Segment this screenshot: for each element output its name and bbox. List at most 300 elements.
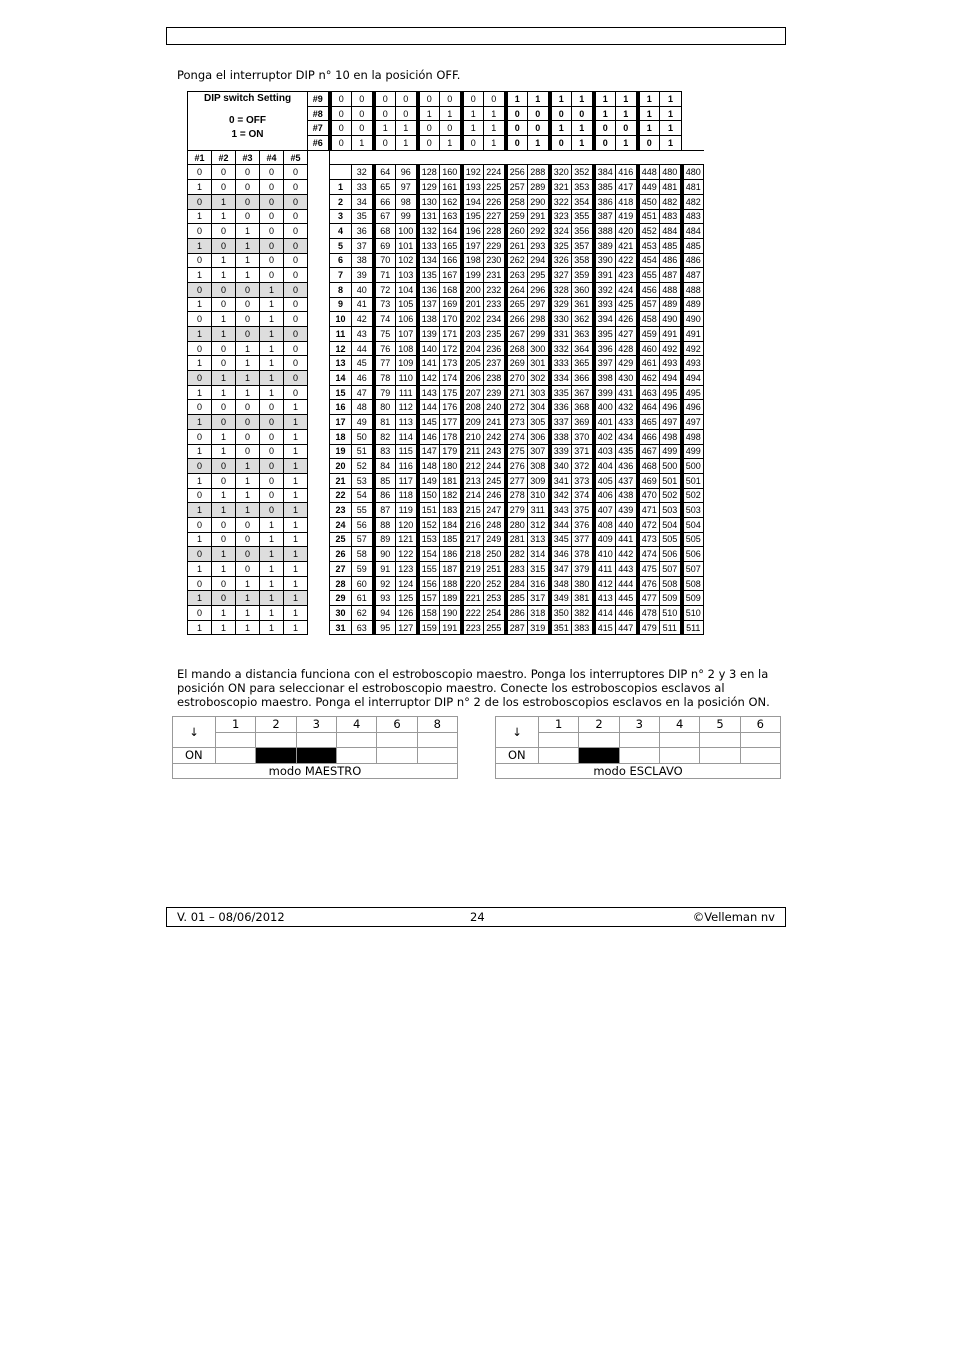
switch-value: 1 (660, 136, 682, 151)
address-value: 31 (330, 620, 352, 635)
gap-cell (308, 253, 330, 268)
address-value: 290 (528, 194, 550, 209)
address-value: 185 (440, 532, 462, 547)
address-value: 159 (418, 620, 440, 635)
bit-value: 1 (260, 547, 284, 562)
address-value: 370 (572, 429, 594, 444)
address-value: 292 (528, 224, 550, 239)
bit-value: 1 (188, 209, 212, 224)
address-value: 88 (374, 517, 396, 532)
bit-value: 1 (260, 620, 284, 635)
address-value: 235 (484, 327, 506, 342)
address-value: 455 (638, 268, 660, 283)
address-value: 82 (374, 429, 396, 444)
bit-value: 1 (284, 576, 308, 591)
address-value: 398 (594, 371, 616, 386)
address-value: 251 (484, 562, 506, 577)
address-value: 63 (352, 620, 374, 635)
address-value: 133 (418, 238, 440, 253)
bit-value: 1 (188, 238, 212, 253)
bit-value: 1 (236, 488, 260, 503)
address-value: 240 (484, 400, 506, 415)
address-row (188, 444, 704, 459)
bit-value: 0 (260, 400, 284, 415)
bit-value: 0 (260, 415, 284, 430)
address-value: 18 (330, 429, 352, 444)
address-value: 161 (440, 180, 462, 195)
address-value: 410 (594, 547, 616, 562)
address-value: 299 (528, 327, 550, 342)
switch-value: 1 (638, 106, 660, 121)
address-value: 500 (660, 459, 682, 474)
address-value: 505 (660, 532, 682, 547)
switch-number: 3 (619, 717, 659, 733)
address-value: 486 (682, 253, 704, 268)
switch-on-cell (579, 748, 619, 764)
address-value: 329 (550, 297, 572, 312)
address-value: 4 (330, 224, 352, 239)
address-row (188, 503, 704, 518)
address-row (188, 547, 704, 562)
switch-value: 1 (484, 106, 506, 121)
address-value: 223 (462, 620, 484, 635)
address-value: 187 (440, 562, 462, 577)
address-value: 481 (660, 180, 682, 195)
address-value: 255 (484, 620, 506, 635)
address-value: 354 (572, 194, 594, 209)
switch-on-cell (296, 748, 336, 764)
bit-value: 1 (236, 473, 260, 488)
address-value: 318 (528, 606, 550, 621)
address-value: 322 (550, 194, 572, 209)
switch-value: 0 (440, 92, 462, 107)
address-value: 452 (638, 224, 660, 239)
address-value: 243 (484, 444, 506, 459)
address-value: 447 (616, 620, 638, 635)
address-value: 382 (572, 606, 594, 621)
address-value: 43 (352, 327, 374, 342)
address-value: 121 (396, 532, 418, 547)
address-value: 253 (484, 591, 506, 606)
address-value: 17 (330, 415, 352, 430)
address-value: 94 (374, 606, 396, 621)
address-value: 386 (594, 194, 616, 209)
bit-value: 0 (236, 400, 260, 415)
address-value: 234 (484, 312, 506, 327)
address-value: 254 (484, 606, 506, 621)
address-value: 412 (594, 576, 616, 591)
address-value: 99 (396, 209, 418, 224)
address-value: 225 (484, 180, 506, 195)
bit-value: 0 (212, 576, 236, 591)
address-value: 84 (374, 459, 396, 474)
address-value: 52 (352, 459, 374, 474)
address-value: 420 (616, 224, 638, 239)
address-value: 92 (374, 576, 396, 591)
address-value: 129 (418, 180, 440, 195)
bit-value: 0 (260, 238, 284, 253)
switch-blank-cell (659, 732, 699, 748)
address-value: 33 (352, 180, 374, 195)
legend-off: 0 = OFF (229, 115, 266, 126)
address-value: 342 (550, 488, 572, 503)
address-value: 488 (660, 282, 682, 297)
address-value: 142 (418, 371, 440, 386)
address-value: 23 (330, 503, 352, 518)
address-value: 58 (352, 547, 374, 562)
switch-blank-cell (740, 732, 780, 748)
address-value: 291 (528, 209, 550, 224)
address-value: 387 (594, 209, 616, 224)
address-value: 473 (638, 532, 660, 547)
bit-value: 0 (284, 327, 308, 342)
address-value: 135 (418, 268, 440, 283)
address-value: 485 (660, 238, 682, 253)
address-value: 305 (528, 415, 550, 430)
address-value: 120 (396, 517, 418, 532)
address-value: 309 (528, 473, 550, 488)
address-value: 228 (484, 224, 506, 239)
footer-version: V. 01 – 08/06/2012 (177, 910, 285, 924)
switch-value: 0 (330, 92, 352, 107)
address-value: 321 (550, 180, 572, 195)
switch-number: 8 (417, 717, 457, 733)
address-row (188, 517, 704, 532)
address-value: 83 (374, 444, 396, 459)
bit-value: 0 (260, 444, 284, 459)
address-value: 72 (374, 282, 396, 297)
gap-cell (308, 282, 330, 297)
switch-value: 0 (550, 136, 572, 151)
address-value: 151 (418, 503, 440, 518)
address-value: 239 (484, 385, 506, 400)
address-value: 327 (550, 268, 572, 283)
address-value: 328 (550, 282, 572, 297)
switch-value: 1 (352, 136, 374, 151)
address-value: 195 (462, 209, 484, 224)
switch-value: 1 (374, 121, 396, 136)
bit-value: 1 (212, 209, 236, 224)
gap-cell (308, 576, 330, 591)
bit-value: 0 (212, 282, 236, 297)
address-value: 12 (330, 341, 352, 356)
address-value: 190 (440, 606, 462, 621)
intro-text: Ponga el interruptor DIP n° 10 en la posición OFF. (177, 68, 461, 82)
gap-cell (308, 547, 330, 562)
address-value: 393 (594, 297, 616, 312)
address-row (188, 209, 704, 224)
address-value: 349 (550, 591, 572, 606)
switch-number: 2 (579, 717, 619, 733)
address-value: 7 (330, 268, 352, 283)
address-row (188, 385, 704, 400)
address-value: 508 (682, 576, 704, 591)
address-value: 81 (374, 415, 396, 430)
gap-cell (308, 620, 330, 635)
address-value: 501 (682, 473, 704, 488)
bit-value: 1 (260, 297, 284, 312)
address-value: 93 (374, 591, 396, 606)
address-value: 276 (506, 459, 528, 474)
address-value: 40 (352, 282, 374, 297)
address-value: 333 (550, 356, 572, 371)
address-row (188, 620, 704, 635)
address-value: 332 (550, 341, 572, 356)
switch-blank-cell (619, 732, 659, 748)
gap-cell (308, 385, 330, 400)
address-value: 287 (506, 620, 528, 635)
address-value: 199 (462, 268, 484, 283)
address-value: 20 (330, 459, 352, 474)
address-value: 335 (550, 385, 572, 400)
switch-value: 0 (374, 106, 396, 121)
address-value: 221 (462, 591, 484, 606)
bit-value: 0 (260, 224, 284, 239)
switch-value: 0 (374, 92, 396, 107)
address-value: 302 (528, 371, 550, 386)
address-value: 485 (682, 238, 704, 253)
address-value: 431 (616, 385, 638, 400)
switch-value: 1 (440, 136, 462, 151)
address-value: 85 (374, 473, 396, 488)
address-value: 310 (528, 488, 550, 503)
address-value: 464 (638, 400, 660, 415)
address-value: 137 (418, 297, 440, 312)
switch-off-cell (539, 748, 579, 764)
address-value: 496 (660, 400, 682, 415)
address-value: 182 (440, 488, 462, 503)
address-value: 397 (594, 356, 616, 371)
address-value: 174 (440, 371, 462, 386)
address-value: 482 (660, 194, 682, 209)
bit-value: 1 (284, 488, 308, 503)
address-value: 178 (440, 429, 462, 444)
address-value: 506 (660, 547, 682, 562)
gap-cell (308, 356, 330, 371)
address-value: 396 (594, 341, 616, 356)
gap-cell (308, 150, 330, 165)
address-value: 160 (440, 165, 462, 180)
gap-cell (308, 371, 330, 386)
switch-value: 1 (528, 136, 550, 151)
bit-value: 0 (284, 385, 308, 400)
address-value: 113 (396, 415, 418, 430)
address-value: 247 (484, 503, 506, 518)
legend-on: 1 = ON (231, 129, 264, 140)
address-value: 90 (374, 547, 396, 562)
address-value: 196 (462, 224, 484, 239)
switch-value: 1 (462, 106, 484, 121)
switch-header-row (173, 717, 458, 733)
address-value: 476 (638, 576, 660, 591)
address-value: 155 (418, 562, 440, 577)
address-value: 511 (660, 620, 682, 635)
address-value: 188 (440, 576, 462, 591)
address-value: 503 (660, 503, 682, 518)
lower-column-header: #1 (188, 150, 212, 165)
address-value: 304 (528, 400, 550, 415)
address-value: 493 (660, 356, 682, 371)
address-value: 406 (594, 488, 616, 503)
gap-cell (308, 459, 330, 474)
mode-caption: modo MAESTRO (173, 763, 458, 779)
address-value: 361 (572, 297, 594, 312)
address-value: 169 (440, 297, 462, 312)
address-value: 261 (506, 238, 528, 253)
address-value: 67 (374, 209, 396, 224)
address-value: 25 (330, 532, 352, 547)
address-value: 286 (506, 606, 528, 621)
address-value: 102 (396, 253, 418, 268)
address-value: 21 (330, 473, 352, 488)
switch-value: 0 (594, 136, 616, 151)
switch-value: 0 (506, 121, 528, 136)
address-value: 336 (550, 400, 572, 415)
address-value: 175 (440, 385, 462, 400)
gap-cell (308, 165, 330, 180)
address-value: 101 (396, 238, 418, 253)
address-value: 232 (484, 282, 506, 297)
address-value: 66 (374, 194, 396, 209)
switch-blank-cell (296, 732, 336, 748)
bit-value: 0 (260, 209, 284, 224)
switch-value: 0 (528, 106, 550, 121)
switch-label: #8 (308, 106, 330, 121)
gap-cell (308, 503, 330, 518)
address-value: 451 (638, 209, 660, 224)
bit-value: 0 (284, 238, 308, 253)
address-row (188, 194, 704, 209)
address-value: 483 (660, 209, 682, 224)
address-value: 317 (528, 591, 550, 606)
address-value: 498 (660, 429, 682, 444)
gap-cell (308, 591, 330, 606)
address-value: 413 (594, 591, 616, 606)
bit-value: 1 (212, 371, 236, 386)
bit-value: 0 (284, 224, 308, 239)
address-value: 244 (484, 459, 506, 474)
bit-value: 0 (260, 165, 284, 180)
address-value: 363 (572, 327, 594, 342)
address-value: 61 (352, 591, 374, 606)
address-value: 263 (506, 268, 528, 283)
address-value: 127 (396, 620, 418, 635)
bit-value: 0 (212, 415, 236, 430)
bit-value: 1 (236, 620, 260, 635)
address-value: 367 (572, 385, 594, 400)
address-value: 77 (374, 356, 396, 371)
bit-value: 1 (260, 532, 284, 547)
address-value: 115 (396, 444, 418, 459)
address-value: 500 (682, 459, 704, 474)
switch-value: 1 (484, 136, 506, 151)
address-value: 154 (418, 547, 440, 562)
address-value: 110 (396, 371, 418, 386)
address-value: 117 (396, 473, 418, 488)
address-value: 356 (572, 224, 594, 239)
bit-value: 1 (188, 180, 212, 195)
switch-number: 4 (336, 717, 376, 733)
switch-number: 5 (700, 717, 740, 733)
address-value: 357 (572, 238, 594, 253)
switch-blank-row (173, 732, 458, 748)
address-value: 495 (682, 385, 704, 400)
address-value: 119 (396, 503, 418, 518)
address-value: 467 (638, 444, 660, 459)
switch-value: 1 (550, 121, 572, 136)
address-value: 212 (462, 459, 484, 474)
bit-value: 0 (212, 591, 236, 606)
address-value: 57 (352, 532, 374, 547)
bit-value: 0 (188, 253, 212, 268)
address-row (188, 165, 704, 180)
switch-blank-cell (539, 732, 579, 748)
address-value: 481 (682, 180, 704, 195)
address-value: 487 (682, 268, 704, 283)
address-value: 177 (440, 415, 462, 430)
address-value: 79 (374, 385, 396, 400)
address-value: 179 (440, 444, 462, 459)
switch-value: 1 (616, 106, 638, 121)
switch-off-cell (216, 748, 256, 764)
address-value: 405 (594, 473, 616, 488)
bit-value: 1 (212, 429, 236, 444)
address-value: 213 (462, 473, 484, 488)
address-value: 50 (352, 429, 374, 444)
bit-value: 0 (236, 532, 260, 547)
bit-value: 0 (188, 576, 212, 591)
address-value: 491 (660, 327, 682, 342)
address-value: 233 (484, 297, 506, 312)
bit-value: 0 (236, 415, 260, 430)
bit-value: 1 (188, 473, 212, 488)
address-value: 508 (660, 576, 682, 591)
address-value: 123 (396, 562, 418, 577)
address-value: 60 (352, 576, 374, 591)
address-value: 402 (594, 429, 616, 444)
address-value: 298 (528, 312, 550, 327)
address-value: 270 (506, 371, 528, 386)
switch-number: 1 (216, 717, 256, 733)
footer-page-number: 24 (470, 910, 485, 924)
lower-column-header: #3 (236, 150, 260, 165)
bit-value: 1 (212, 562, 236, 577)
switch-value: 1 (660, 121, 682, 136)
address-value: 124 (396, 576, 418, 591)
address-value: 362 (572, 312, 594, 327)
address-value: 211 (462, 444, 484, 459)
address-value: 495 (660, 385, 682, 400)
bit-value: 0 (188, 459, 212, 474)
address-value: 442 (616, 547, 638, 562)
switch-value: 1 (572, 92, 594, 107)
address-value: 289 (528, 180, 550, 195)
address-value: 376 (572, 517, 594, 532)
gap-cell (308, 562, 330, 577)
switch-blank-cell (216, 732, 256, 748)
address-value: 303 (528, 385, 550, 400)
switch-on-row (173, 748, 458, 764)
address-value: 186 (440, 547, 462, 562)
switch-value: 0 (396, 106, 418, 121)
bit-value: 0 (260, 459, 284, 474)
bit-value: 1 (236, 459, 260, 474)
address-value: 510 (682, 606, 704, 621)
switch-value: 0 (418, 121, 440, 136)
address-value: 59 (352, 562, 374, 577)
address-row (188, 415, 704, 430)
address-value: 138 (418, 312, 440, 327)
